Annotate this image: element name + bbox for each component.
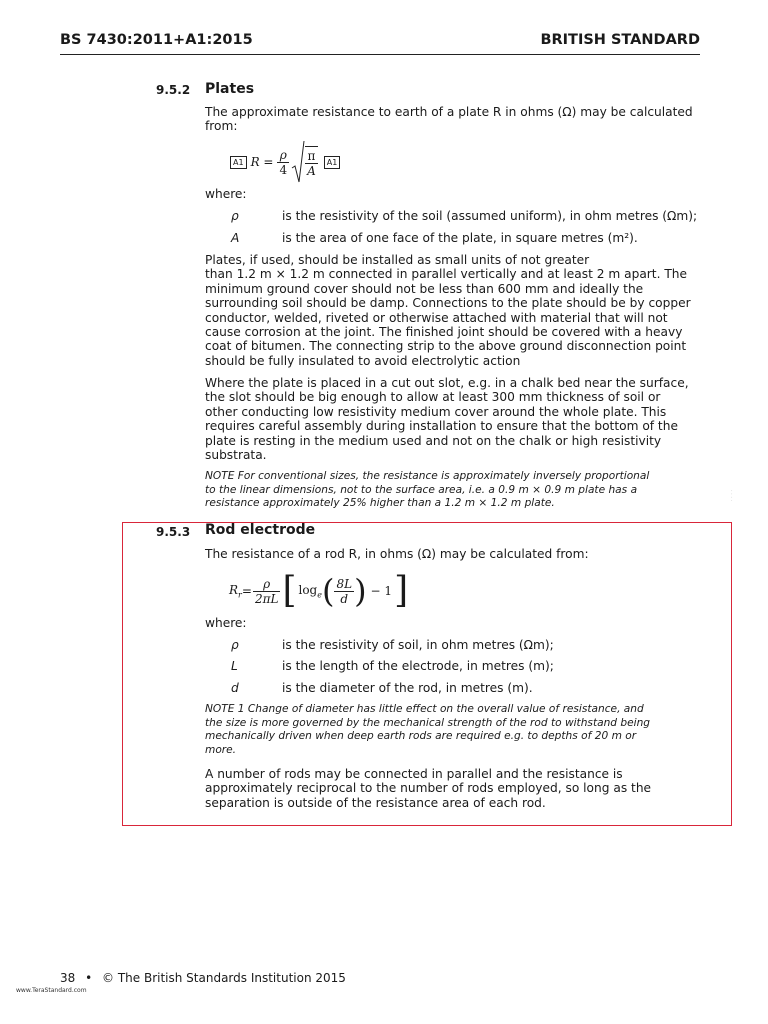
rod-intro: The resistance of a rod R, in ohms (Ω) may be calculated from: <box>205 547 589 561</box>
lhs-symbol: R <box>229 582 239 597</box>
section-title-rod-electrode: Rod electrode <box>205 522 316 538</box>
log-term <box>298 583 321 599</box>
paragraph-line: Where the plate is placed in a cut out slot, e.g. in a chalk bed near the surface, <box>205 376 689 390</box>
right-paren: ) <box>354 572 367 610</box>
paragraph-line: approximately reciprocal to the number of rods employed, so long as the <box>205 781 652 796</box>
minus-one: − 1 <box>370 584 393 598</box>
fraction-denominator: 2πL <box>254 591 279 606</box>
paragraph-line: coat of bitumen. The connecting strip to the above ground disconnection point <box>205 339 687 354</box>
inner-numerator: 8L <box>336 576 353 591</box>
paragraph-line: the slot should be big enough to allow at least 300 mm thickness of soil or <box>205 390 661 405</box>
page-footer <box>60 971 346 985</box>
footer-bullet: • <box>85 971 93 985</box>
doc-publisher: BRITISH STANDARD <box>540 32 700 48</box>
amendment-tag-close: A1 <box>324 156 341 169</box>
plates-intro-line: The approximate resistance to earth of a plate R in ohms (Ω) may be calculated <box>205 105 693 119</box>
def-text-diameter: is the diameter of the rod, in metres (m). <box>282 681 533 695</box>
plates-where: where: <box>205 187 247 201</box>
note-line: the size is more governed by the mechanical strength of the rod to withstand being <box>205 716 651 729</box>
def-text-length: is the length of the electrode, in metres (m); <box>282 659 554 673</box>
plates-paragraph-slot <box>205 376 705 462</box>
def-symbol-area: A <box>231 231 240 245</box>
log-base: e <box>317 590 322 600</box>
margin-watermark: · · · · <box>728 490 734 502</box>
left-bracket: [ <box>282 570 297 611</box>
fraction-numerator: ρ <box>277 148 289 163</box>
paragraph-line: should be fully insulated to avoid electrolytic action <box>205 353 521 368</box>
formula-lhs <box>229 583 242 599</box>
source-site-link[interactable]: www.TeraStandard.com <box>16 987 87 994</box>
radical-sign-icon <box>291 140 305 184</box>
root-numerator: π <box>305 149 318 164</box>
paragraph-line: conductor, welded, riveted or otherwise attached with material that will not <box>205 310 668 325</box>
plates-intro <box>205 105 705 134</box>
paragraph-line: than 1.2 m × 1.2 m connected in parallel vertically and at least 2 m apart. The <box>205 267 687 282</box>
def-symbol-length: L <box>231 659 238 673</box>
def-text-rho: is the resistivity of the soil (assumed uniform), in ohm metres (Ωm); <box>282 209 698 223</box>
note-line: resistance approximately 25% higher than a 1.2 m × 1.2 m plate. <box>205 497 555 510</box>
note-line: more. <box>205 744 237 757</box>
def-text-rho: is the resistivity of soil, in ohm metres (Ωm); <box>282 638 554 652</box>
lhs-subscript: r <box>238 590 242 600</box>
plates-note <box>205 470 705 511</box>
plates-intro-line: from: <box>205 119 238 134</box>
formula-fraction <box>277 148 289 177</box>
inner-denominator: d <box>340 591 349 606</box>
left-paren: ( <box>321 572 335 610</box>
square-root <box>291 140 318 184</box>
paragraph-line: cause corrosion at the joint. The finished joint should be covered with a heavy <box>205 325 683 340</box>
paragraph-line: surrounding soil should be damp. Connections to the plate should be by copper <box>205 296 691 311</box>
note-line: to the linear dimensions, not to the surface area, i.e. a 0.9 m × 0.9 m plate has a <box>205 483 638 496</box>
copyright-notice: © The British Standards Institution 2015 <box>102 971 346 985</box>
formula-lhs: R = <box>250 155 274 169</box>
right-bracket: ] <box>394 570 409 611</box>
plates-paragraph-install <box>205 253 705 368</box>
paragraph-line: other conducting low resistivity medium cover around the whole plate. This <box>205 404 667 419</box>
plate-resistance-formula <box>230 138 340 186</box>
fraction-denominator: 4 <box>279 162 288 177</box>
paragraph-line: plate is resting in the medium used and not on the chalk or high resistivity <box>205 433 662 448</box>
section-title-plates: Plates <box>205 81 255 97</box>
def-symbol-rho: ρ <box>231 209 239 223</box>
rod-resistance-formula <box>229 568 408 614</box>
paragraph-line: Plates, if used, should be installed as small units of not greater <box>205 253 590 267</box>
header-rule <box>60 54 700 55</box>
paragraph-line: A number of rods may be connected in parallel and the resistance is <box>205 767 623 781</box>
root-fraction <box>305 146 318 178</box>
note-line: mechanically driven when deep earth rods are required e.g. to depths of 20 m or <box>205 730 637 743</box>
page-number: 38 <box>60 971 76 985</box>
def-symbol-rho: ρ <box>231 638 239 652</box>
formula-fraction <box>253 577 281 606</box>
paragraph-line: separation is outside of the resistance area of each rod. <box>205 795 546 810</box>
section-number-953: 9.5.3 <box>156 525 191 539</box>
section-number-952: 9.5.2 <box>156 83 191 97</box>
def-symbol-diameter: d <box>231 681 239 695</box>
root-denominator: A <box>307 164 316 178</box>
rod-where: where: <box>205 616 247 630</box>
formula-equals: = <box>241 584 252 598</box>
inner-fraction <box>334 577 354 606</box>
fraction-numerator: ρ <box>253 577 281 592</box>
rod-paragraph-parallel <box>205 767 705 810</box>
paragraph-line: requires careful assembly during installation to ensure that the bottom of the <box>205 419 678 434</box>
doc-code: BS 7430:2011+A1:2015 <box>60 32 253 48</box>
paragraph-line: substrata. <box>205 448 267 463</box>
paragraph-line: minimum ground cover should not be less than 600 mm and ideally the <box>205 281 644 296</box>
log-symbol: log <box>298 582 318 597</box>
amendment-tag-open: A1 <box>230 156 247 169</box>
def-text-area: is the area of one face of the plate, in square metres (m²). <box>282 231 638 245</box>
rod-note <box>205 703 705 758</box>
note-line: NOTE For conventional sizes, the resistance is approximately inversely proportional <box>205 470 650 482</box>
note-line: NOTE 1 Change of diameter has little effect on the overall value of resistance, and <box>205 703 644 715</box>
